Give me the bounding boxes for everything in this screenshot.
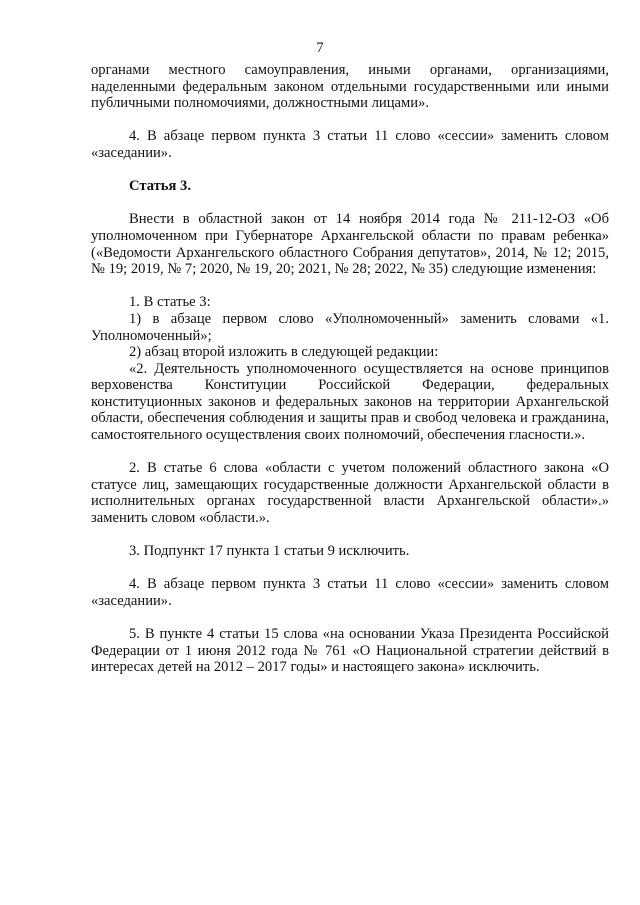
article3-item1-sub1: 1) в абзаце первом слово «Уполномоченный» заменить словами «1. Уполномоченный»; [91,310,609,344]
article3-item2-paragraph: 2. В статье 6 слова «области с учетом положений областного закона «О статусе лиц, замещающих государственные должности Архангельской области в исполнительных органах государственной власти Архангельской области».» заменить словом «области.». [91,460,609,527]
article3-item3-paragraph: 3. Подпункт 17 пункта 1 статьи 9 исключить. [129,543,410,560]
article3-item1-sub2: 2) абзац второй изложить в следующей редакции: [129,344,439,361]
document-body [91,62,609,676]
article3-heading: Статья 3. [129,178,191,195]
article3-item1-title: 1. В статье 3: [129,294,211,311]
continuation-paragraph: органами местного самоуправления, иными органами, организациями, наделенными федеральным законом отдельными государственными или иными публичными полномочиями, должностными лицами». [91,62,609,112]
article3-item4-paragraph: 4. В абзаце первом пункта 3 статьи 11 слово «сессии» заменить словом «заседании». [91,576,609,609]
article2-item4-paragraph: 4. В абзаце первом пункта 3 статьи 11 слово «сессии» заменить словом «заседании». [91,128,609,161]
article3-item5-paragraph: 5. В пункте 4 статьи 15 слова «на основании Указа Президента Российской Федерации от 1 июня 2012 года № 761 «О Национальной стратегии действий в интересах детей на 2012 – 2017 годы» и настоящего закона» исключить. [91,626,609,676]
page-number: 7 [316,40,324,56]
article3-item1-quote: «2. Деятельность уполномоченного осуществляется на основе принципов верховенства Конституции Российской Федерации, федеральных конституционных законов и федеральных законов на территории Архангельской области, обеспечения соблюдения и защиты прав и свобод человека и гражданина, самостоятельного осуществления своих полномочий, обеспечения гласности.». [91,360,609,444]
article3-intro-paragraph: Внести в областной закон от 14 ноября 2014 года № 211-12-ОЗ «Об уполномоченном при Губернаторе Архангельской области по правам ребенка» («Ведомости Архангельского областного Собрания депутатов», 2014, № 12; 2015, № 19; 2019, № 7; 2020, № 19, 20; 2021, № 28; 2022, № 35) следующие изменения: [91,211,609,278]
